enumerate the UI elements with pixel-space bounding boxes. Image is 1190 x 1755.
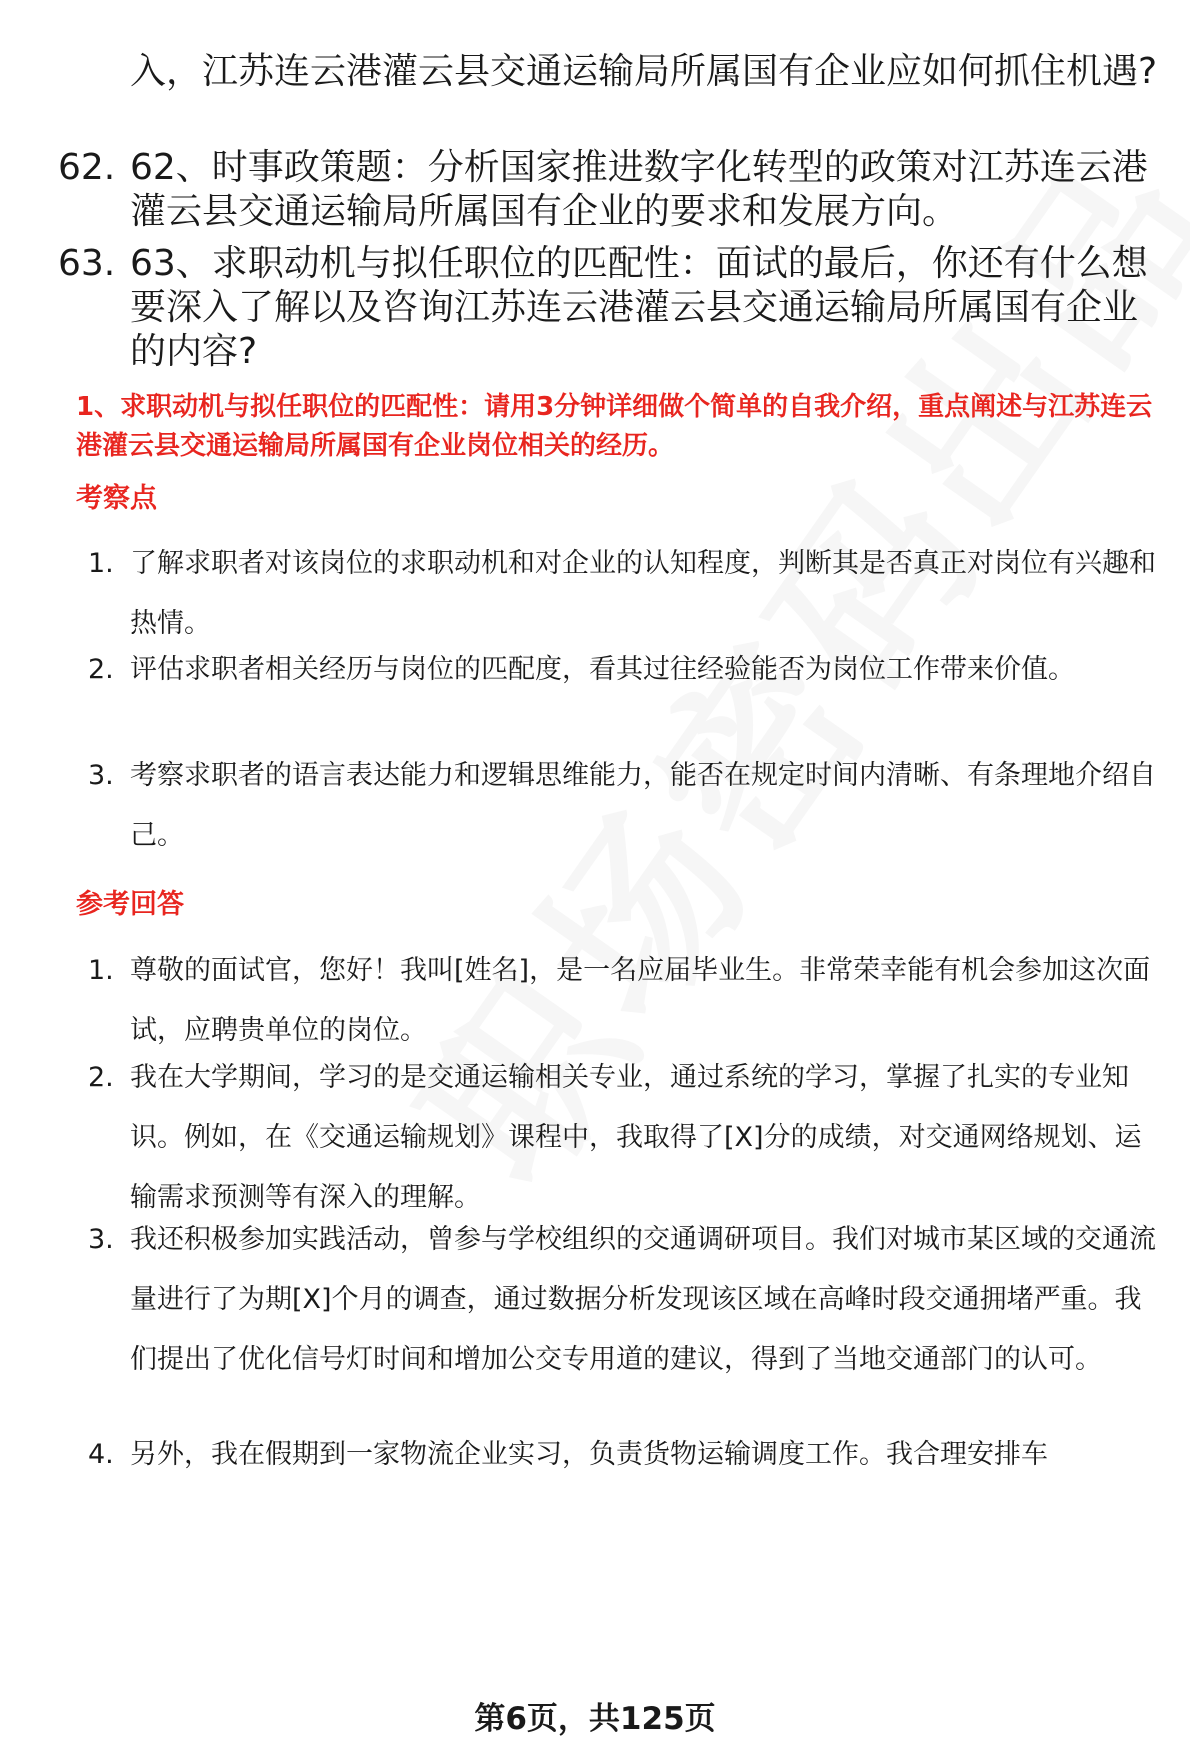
list-number: 3. [88, 1224, 114, 1255]
list-number: 1. [88, 955, 114, 986]
list-text: 我还积极参加实践活动，曾参与学校组织的交通调研项目。我们对城市某区域的交通流量进行了为期[X]个月的调查，通过数据分析发现该区域在高峰时段交通拥堵严重。我们提出了优化信号灯时间和增加公交专用道的建议，得到了当地交通部门的认可。 [130, 1224, 1156, 1375]
question-text: 62、时事政策题：分析国家推进数字化转型的政策对江苏连云港灌云县交通运输局所属国有企业的要求和发展方向。 [130, 147, 1148, 232]
list-number: 2. [88, 654, 114, 685]
list-text: 另外，我在假期到一家物流企业实习，负责货物运输调度工作。我合理安排车 [130, 1439, 1048, 1470]
page-number: 第6页，共125页 [474, 1701, 716, 1737]
list-number: 3. [88, 760, 114, 791]
question-number: 63. [58, 243, 116, 284]
list-text: 评估求职者相关经历与岗位的匹配度，看其过往经验能否为岗位工作带来价值。 [130, 654, 1075, 685]
list-number: 4. [88, 1439, 114, 1470]
list-text: 尊敬的面试官，您好！我叫[姓名]，是一名应届毕业生。非常荣幸能有机会参加这次面试，应聘贵单位的岗位。 [130, 955, 1151, 1046]
question-text: 63、求职动机与拟任职位的匹配性：面试的最后，你还有什么想要深入了解以及咨询江苏连云港灌云县交通运输局所属国有企业的内容? [130, 243, 1148, 372]
list-number: 1. [88, 548, 114, 579]
section-heading: 1、求职动机与拟任职位的匹配性：请用3分钟详细做个简单的自我介绍，重点阐述与江苏连云港灌云县交通运输局所属国有企业岗位相关的经历。 [76, 392, 1153, 461]
list-number: 2. [88, 1062, 114, 1093]
exam-points-heading: 考察点 [76, 483, 157, 514]
reference-answer-heading: 参考回答 [76, 889, 184, 920]
list-text: 考察求职者的语言表达能力和逻辑思维能力，能否在规定时间内清晰、有条理地介绍自己。 [130, 760, 1156, 851]
question-continuation: 入，江苏连云港灌云县交通运输局所属国有企业应如何抓住机遇? [130, 51, 1158, 92]
list-text: 了解求职者对该岗位的求职动机和对企业的认知程度，判断其是否真正对岗位有兴趣和热情。 [130, 548, 1156, 639]
list-text: 我在大学期间，学习的是交通运输相关专业，通过系统的学习，掌握了扎实的专业知识。例如，在《交通运输规划》课程中，我取得了[X]分的成绩，对交通网络规划、运输需求预测等有深入的理解。 [130, 1062, 1142, 1213]
question-number: 62. [58, 147, 116, 188]
